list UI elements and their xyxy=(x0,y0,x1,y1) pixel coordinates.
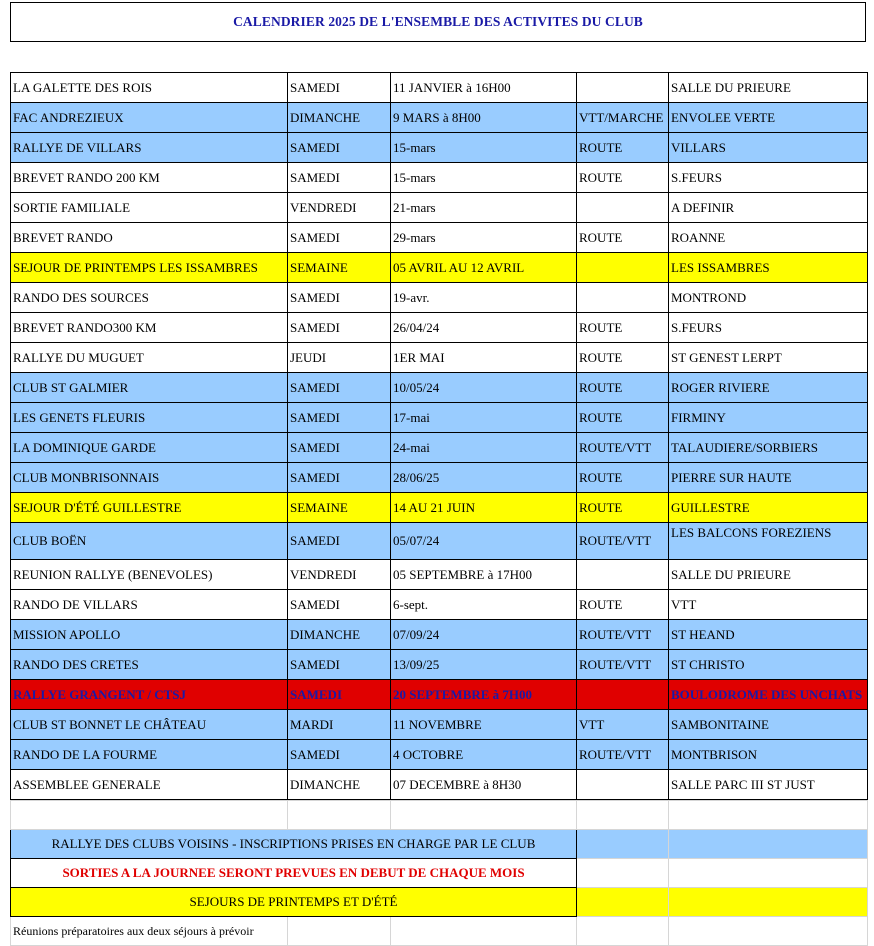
event-place: ST HEAND xyxy=(669,620,868,650)
event-name: MISSION APOLLO xyxy=(11,620,288,650)
event-place: ENVOLEE VERTE xyxy=(669,103,868,133)
event-date: 11 JANVIER à 16H00 xyxy=(391,73,577,103)
event-place: VILLARS xyxy=(669,133,868,163)
event-place: TALAUDIERE/SORBIERS xyxy=(669,433,868,463)
event-name: LA GALETTE DES ROIS xyxy=(11,73,288,103)
event-name: LA DOMINIQUE GARDE xyxy=(11,433,288,463)
calendar-title: CALENDRIER 2025 DE L'ENSEMBLE DES ACTIVITES DU CLUB xyxy=(233,14,643,29)
table-row xyxy=(11,463,868,493)
event-name: LES GENETS FLEURIS xyxy=(11,403,288,433)
event-day: SEMAINE xyxy=(288,493,391,523)
event-date: 07 DECEMBRE à 8H30 xyxy=(391,770,577,800)
event-date: 29-mars xyxy=(391,223,577,253)
event-name: CLUB MONBRISONNAIS xyxy=(11,463,288,493)
event-date: 05 SEPTEMBRE à 17H00 xyxy=(391,560,577,590)
event-type: ROUTE xyxy=(577,163,669,193)
event-day: SAMEDI xyxy=(288,373,391,403)
event-place: GUILLESTRE xyxy=(669,493,868,523)
legend-yellow-note: SEJOURS DE PRINTEMPS ET D'ÉTÉ xyxy=(11,888,577,917)
event-place: FIRMINY xyxy=(669,403,868,433)
event-place: ROGER RIVIERE xyxy=(669,373,868,403)
event-day: SAMEDI xyxy=(288,163,391,193)
event-name: FAC ANDREZIEUX xyxy=(11,103,288,133)
event-name: BREVET RANDO300 KM xyxy=(11,313,288,343)
event-day: SAMEDI xyxy=(288,73,391,103)
table-row xyxy=(11,560,868,590)
table-row xyxy=(11,403,868,433)
table-row xyxy=(11,313,868,343)
event-name: RANDO DE LA FOURME xyxy=(11,740,288,770)
event-day: DIMANCHE xyxy=(288,620,391,650)
event-name: SEJOUR D'ÉTÉ GUILLESTRE xyxy=(11,493,288,523)
event-day: SAMEDI xyxy=(288,223,391,253)
event-name: CLUB ST GALMIER xyxy=(11,373,288,403)
event-type: ROUTE xyxy=(577,223,669,253)
event-date: 10/05/24 xyxy=(391,373,577,403)
event-place: PIERRE SUR HAUTE xyxy=(669,463,868,493)
table-row xyxy=(11,433,868,463)
event-date: 21-mars xyxy=(391,193,577,223)
table-row xyxy=(11,193,868,223)
event-type: ROUTE xyxy=(577,133,669,163)
table-row xyxy=(11,620,868,650)
event-date: 24-mai xyxy=(391,433,577,463)
event-name: CLUB BOËN xyxy=(11,523,288,560)
event-type xyxy=(577,73,669,103)
event-place: SALLE PARC III ST JUST xyxy=(669,770,868,800)
event-date: 4 OCTOBRE xyxy=(391,740,577,770)
event-date: 05 AVRIL AU 12 AVRIL xyxy=(391,253,577,283)
table-row xyxy=(11,523,868,560)
events-table-body xyxy=(11,73,868,800)
event-day: MARDI xyxy=(288,710,391,740)
event-place: S.FEURS xyxy=(669,163,868,193)
event-name: REUNION RALLYE (BENEVOLES) xyxy=(11,560,288,590)
event-day: VENDREDI xyxy=(288,560,391,590)
table-row xyxy=(11,680,868,710)
event-type: VTT xyxy=(577,710,669,740)
table-row xyxy=(11,710,868,740)
table-row xyxy=(11,343,868,373)
table-row xyxy=(11,493,868,523)
event-date: 1ER MAI xyxy=(391,343,577,373)
event-day: SAMEDI xyxy=(288,133,391,163)
event-type xyxy=(577,560,669,590)
event-place: MONTROND xyxy=(669,283,868,313)
event-name: CLUB ST BONNET LE CHÂTEAU xyxy=(11,710,288,740)
event-type: ROUTE/VTT xyxy=(577,433,669,463)
event-name: RANDO DES CRETES xyxy=(11,650,288,680)
legend-row-blue xyxy=(11,830,868,859)
event-date: 6-sept. xyxy=(391,590,577,620)
event-place: VTT xyxy=(669,590,868,620)
event-type xyxy=(577,283,669,313)
event-type xyxy=(577,770,669,800)
event-place: S.FEURS xyxy=(669,313,868,343)
event-place: ST CHRISTO xyxy=(669,650,868,680)
event-type: ROUTE/VTT xyxy=(577,740,669,770)
event-type xyxy=(577,253,669,283)
table-row xyxy=(11,650,868,680)
event-type: ROUTE xyxy=(577,403,669,433)
legend-red-note: SORTIES A LA JOURNEE SERONT PREVUES EN DEBUT DE CHAQUE MOIS xyxy=(11,859,577,888)
event-name: BREVET RANDO xyxy=(11,223,288,253)
event-name: RALLYE DE VILLARS xyxy=(11,133,288,163)
table-row xyxy=(11,253,868,283)
event-day: SAMEDI xyxy=(288,680,391,710)
event-type: ROUTE xyxy=(577,493,669,523)
event-date: 15-mars xyxy=(391,133,577,163)
event-type: VTT/MARCHE xyxy=(577,103,669,133)
table-row xyxy=(11,770,868,800)
event-type: ROUTE/VTT xyxy=(577,650,669,680)
event-type xyxy=(577,680,669,710)
event-type: ROUTE xyxy=(577,373,669,403)
event-place: MONTBRISON xyxy=(669,740,868,770)
table-row xyxy=(11,163,868,193)
event-name: RALLYE DU MUGUET xyxy=(11,343,288,373)
event-date: 19-avr. xyxy=(391,283,577,313)
event-type xyxy=(577,193,669,223)
event-type: ROUTE xyxy=(577,463,669,493)
legend-meeting-note: Réunions préparatoires aux deux séjours à prévoir xyxy=(11,917,288,946)
event-place: A DEFINIR xyxy=(669,193,868,223)
event-place: ST GENEST LERPT xyxy=(669,343,868,373)
event-type: ROUTE xyxy=(577,343,669,373)
event-date: 05/07/24 xyxy=(391,523,577,560)
event-name: ASSEMBLEE GENERALE xyxy=(11,770,288,800)
event-date: 15-mars xyxy=(391,163,577,193)
event-date: 07/09/24 xyxy=(391,620,577,650)
event-type: ROUTE xyxy=(577,590,669,620)
event-name: SORTIE FAMILIALE xyxy=(11,193,288,223)
event-name: SEJOUR DE PRINTEMPS LES ISSAMBRES xyxy=(11,253,288,283)
calendar-title-box xyxy=(10,2,866,42)
event-type: ROUTE/VTT xyxy=(577,620,669,650)
table-row xyxy=(11,590,868,620)
event-day: JEUDI xyxy=(288,343,391,373)
event-date: 17-mai xyxy=(391,403,577,433)
event-day: SAMEDI xyxy=(288,433,391,463)
event-date: 14 AU 21 JUIN xyxy=(391,493,577,523)
event-name: BREVET RANDO 200 KM xyxy=(11,163,288,193)
event-day: SAMEDI xyxy=(288,740,391,770)
event-day: SAMEDI xyxy=(288,313,391,343)
table-row xyxy=(11,103,868,133)
event-date: 11 NOVEMBRE xyxy=(391,710,577,740)
table-row xyxy=(11,373,868,403)
event-date: 20 SEPTEMBRE à 7H00 xyxy=(391,680,577,710)
event-day: DIMANCHE xyxy=(288,770,391,800)
legend-row-meeting xyxy=(11,917,868,946)
event-date: 28/06/25 xyxy=(391,463,577,493)
table-row xyxy=(11,283,868,313)
event-place: SALLE DU PRIEURE xyxy=(669,560,868,590)
event-name: RALLYE GRANGENT / CTSJ xyxy=(11,680,288,710)
event-place: ROANNE xyxy=(669,223,868,253)
event-date: 13/09/25 xyxy=(391,650,577,680)
event-day: SAMEDI xyxy=(288,403,391,433)
table-row xyxy=(11,133,868,163)
event-name: RANDO DE VILLARS xyxy=(11,590,288,620)
event-date: 9 MARS à 8H00 xyxy=(391,103,577,133)
table-row xyxy=(11,73,868,103)
event-day: SEMAINE xyxy=(288,253,391,283)
legend-table xyxy=(10,800,868,946)
event-day: SAMEDI xyxy=(288,650,391,680)
event-date: 26/04/24 xyxy=(391,313,577,343)
event-place: SAMBONITAINE xyxy=(669,710,868,740)
event-day: VENDREDI xyxy=(288,193,391,223)
event-name: RANDO DES SOURCES xyxy=(11,283,288,313)
table-row xyxy=(11,223,868,253)
event-day: DIMANCHE xyxy=(288,103,391,133)
events-table xyxy=(10,72,868,800)
legend-blue-note: RALLYE DES CLUBS VOISINS - INSCRIPTIONS PRISES EN CHARGE PAR LE CLUB xyxy=(11,830,577,859)
event-day: SAMEDI xyxy=(288,463,391,493)
legend-empty-row xyxy=(11,801,868,830)
event-day: SAMEDI xyxy=(288,590,391,620)
event-day: SAMEDI xyxy=(288,523,391,560)
event-place: SALLE DU PRIEURE xyxy=(669,73,868,103)
event-place: BOULODROME DES UNCHATS xyxy=(669,680,868,710)
legend-row-yellow xyxy=(11,888,868,917)
event-type: ROUTE xyxy=(577,313,669,343)
table-row xyxy=(11,740,868,770)
event-place: LES BALCONS FOREZIENS xyxy=(669,523,868,560)
event-place: LES ISSAMBRES xyxy=(669,253,868,283)
event-day: SAMEDI xyxy=(288,283,391,313)
event-type: ROUTE/VTT xyxy=(577,523,669,560)
legend-row-red xyxy=(11,859,868,888)
